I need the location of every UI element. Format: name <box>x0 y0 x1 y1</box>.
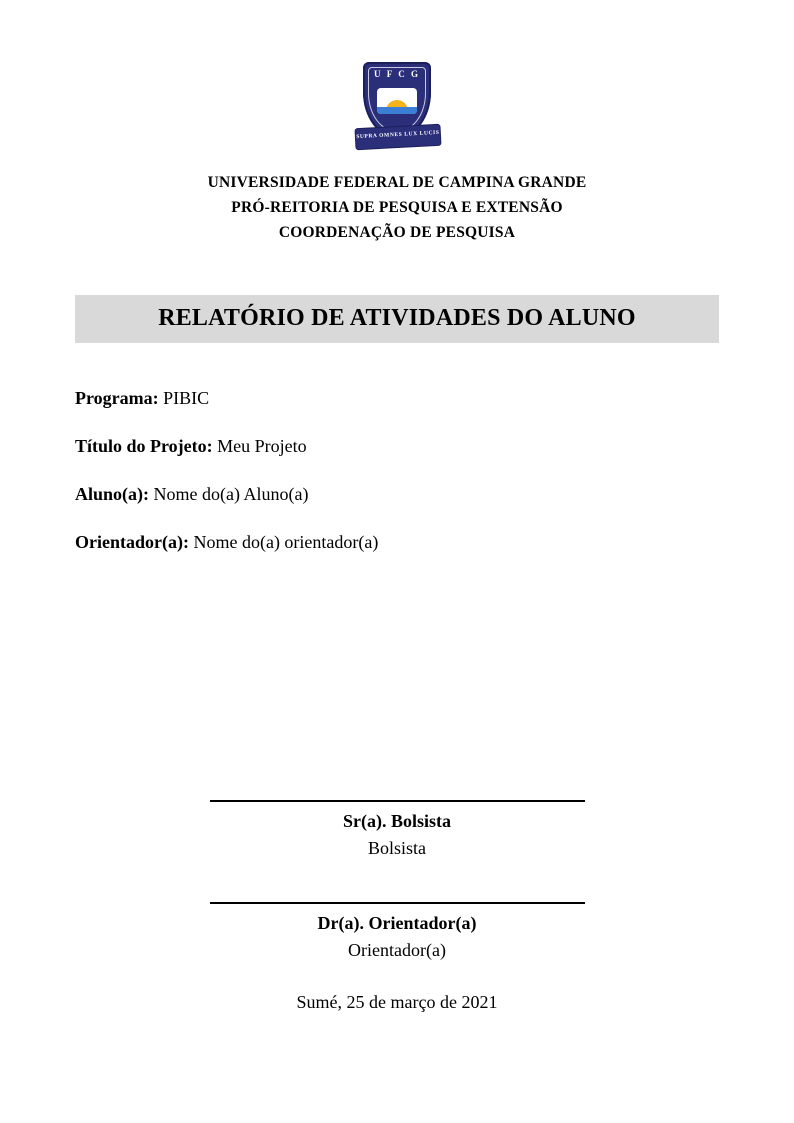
field-programa <box>75 386 719 410</box>
logo-motto: SUPRA OMNES LUX LUCIS <box>356 129 440 141</box>
page-title: RELATÓRIO DE ATIVIDADES DO ALUNO <box>75 295 719 343</box>
field-value-programa: PIBIC <box>163 388 210 408</box>
ribbon-shape <box>354 124 441 150</box>
institution-line-3: COORDENAÇÃO DE PESQUISA <box>278 224 516 241</box>
institution-line-1: UNIVERSIDADE FEDERAL DE CAMPINA GRANDE <box>207 174 587 191</box>
field-label-titulo-projeto: Título do Projeto: <box>75 436 213 456</box>
field-value-aluno: Nome do(a) Aluno(a) <box>153 484 309 504</box>
signature-name-orientador: Dr(a). Orientador(a) <box>317 913 477 933</box>
sunrise-icon <box>377 88 417 114</box>
signature-spacer <box>75 862 719 902</box>
fields-section <box>75 386 719 554</box>
field-titulo-projeto <box>75 434 719 458</box>
institution-heading <box>75 170 719 245</box>
field-label-programa: Programa: <box>75 388 159 408</box>
institution-line-2: PRÓ-REITORIA DE PESQUISA E EXTENSÃO <box>231 199 563 216</box>
field-orientador <box>75 530 719 554</box>
field-aluno <box>75 482 719 506</box>
signature-line <box>210 800 585 802</box>
field-label-aluno: Aluno(a): <box>75 484 150 504</box>
signature-block-orientador <box>75 902 719 964</box>
field-label-orientador: Orientador(a): <box>75 532 189 552</box>
logo-container <box>75 0 719 154</box>
field-value-titulo-projeto: Meu Projeto <box>217 436 307 456</box>
place-and-date: Sumé, 25 de março de 2021 <box>296 992 498 1012</box>
signature-line <box>210 902 585 904</box>
signature-name-bolsista: Sr(a). Bolsista <box>343 811 451 831</box>
signature-block-bolsista <box>75 800 719 862</box>
ufcg-logo-icon <box>355 62 439 154</box>
signature-role-orientador: Orientador(a) <box>348 940 446 960</box>
signatures-section <box>75 800 719 1013</box>
logo-acronym: U F C G <box>374 69 420 79</box>
signature-role-bolsista: Bolsista <box>367 838 426 858</box>
field-value-orientador: Nome do(a) orientador(a) <box>193 532 379 552</box>
